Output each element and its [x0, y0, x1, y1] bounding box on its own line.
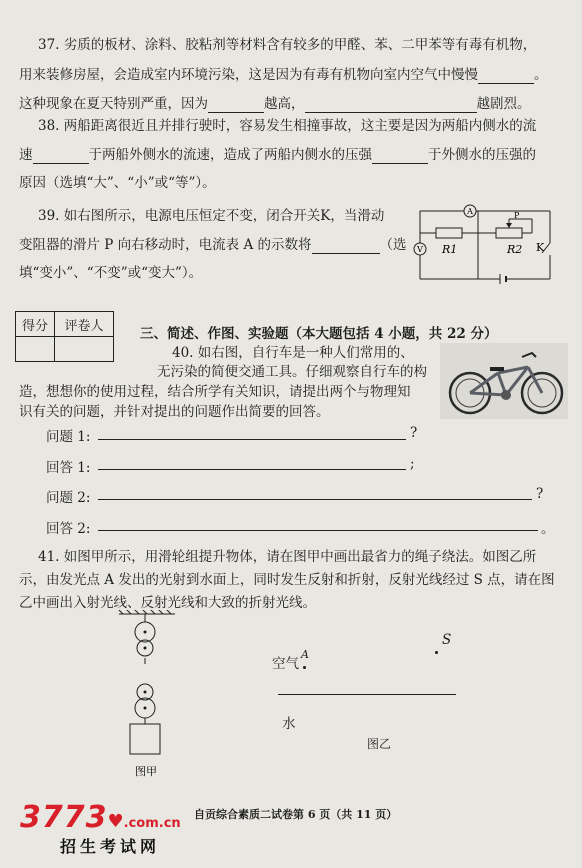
- svg-text:K: K: [536, 241, 545, 254]
- q41-line1: 41. 如图甲所示，用滑轮组提升物体，请在图甲中画出最省力的绳子绕法。如图乙所: [38, 549, 537, 565]
- question-2-field[interactable]: [98, 499, 532, 500]
- q40-line3: 造，想想你的使用过程，结合所学有关知识，请提出两个与物理知: [19, 384, 411, 400]
- answer-2-field[interactable]: [98, 530, 538, 531]
- answer-blank[interactable]: [372, 149, 428, 164]
- section-heading: 三、简述、作图、实验题（本大题包括 4 小题，共 22 分）: [140, 326, 498, 342]
- air-label: 空气: [272, 656, 299, 672]
- point-a-dot: [303, 666, 306, 669]
- svg-text:V: V: [417, 245, 423, 254]
- q38-line1: 38. 两船距离很近且并排行驶时，容易发生相撞事故，这主要是因为两船内侧水的流: [38, 118, 537, 134]
- svg-text:P: P: [514, 211, 520, 220]
- answer-blank[interactable]: [312, 239, 380, 254]
- svg-text:A: A: [467, 207, 473, 216]
- answer-blank[interactable]: [208, 98, 264, 113]
- q37-line1: 37. 劣质的板材、涂料、胶粘剂等材料含有较多的甲醛、苯、二甲苯等有毒有机物，: [38, 37, 537, 53]
- q39-line3: 填“变小”、“不变”或“变大”）。: [19, 265, 203, 281]
- site-logo: 3773♥.com.cn 招生考试网: [20, 800, 181, 856]
- q41-line3: 乙中画出入射光线、反射光线和大致的折射光线。: [19, 595, 316, 611]
- answer-1-end: ;: [410, 456, 415, 472]
- answer-blank[interactable]: [478, 69, 534, 84]
- question-2-end: ?: [536, 486, 544, 502]
- q40-line1: 40. 如右图，自行车是一种人们常用的、: [172, 345, 414, 361]
- q38-line3: 原因（选填“大”、“小”或“等”）。: [19, 175, 216, 191]
- heart-icon: ♥: [107, 811, 124, 832]
- grader-cell[interactable]: [55, 337, 114, 362]
- pulley-diagram: [105, 610, 195, 780]
- question-2-label: 问题 2:: [46, 490, 91, 506]
- answer-1-field[interactable]: [98, 469, 406, 470]
- q37-line3: 这种现象在夏天特别严重，因为 越高， 越剧烈。: [19, 96, 531, 112]
- question-1-end: ?: [410, 425, 418, 441]
- answer-blank[interactable]: [33, 149, 89, 164]
- water-label: 水: [282, 716, 296, 732]
- q40-line4: 识有关的问题，并针对提出的问题作出简要的回答。: [19, 404, 330, 420]
- answer-blank[interactable]: [305, 98, 477, 113]
- q38-line2: 速 于两船外侧水的流速，造成了两船内侧水的压强 于外侧水的压强的: [19, 147, 536, 163]
- point-a-label: A: [301, 648, 309, 661]
- q39-line1: 39. 如右图所示，电源电压恒定不变，闭合开关K，当滑动: [38, 208, 385, 224]
- figure-yi-caption: 图乙: [367, 737, 392, 751]
- figure-jia-caption: 图甲: [135, 765, 157, 778]
- bicycle-photo: [440, 343, 568, 419]
- score-table: [15, 311, 114, 362]
- question-1-field[interactable]: [98, 439, 406, 440]
- answer-1-label: 回答 1:: [46, 460, 91, 476]
- grader-header: 评卷人: [55, 312, 114, 337]
- svg-text:R2: R2: [507, 243, 523, 256]
- q40-line2: 无污染的简便交通工具。仔细观察自行车的构: [157, 364, 427, 380]
- circuit-diagram: [412, 201, 562, 287]
- question-1-label: 问题 1:: [46, 429, 91, 445]
- page-footer: 自贡综合素质二试卷第 6 页（共 11 页）: [194, 808, 398, 821]
- q41-line2: 示，由发光点 A 发出的光射到水面上，同时发生反射和折射，反射光线经过 S 点，请在图: [19, 572, 555, 588]
- q37-line2: 用来装修房屋，会造成室内环境污染，这是因为有毒有机物向室内空气中慢慢 。: [19, 67, 548, 83]
- svg-text:R1: R1: [442, 243, 458, 256]
- q39-line2: 变阻器的滑片 P 向右移动时，电流表 A 的示数将 （选: [19, 237, 407, 253]
- answer-2-end: 。: [541, 521, 555, 537]
- point-s-dot: [435, 651, 438, 654]
- site-logo-subtitle: 招生考试网: [60, 837, 161, 856]
- answer-2-label: 回答 2:: [46, 521, 91, 537]
- point-s-label: S: [442, 632, 452, 648]
- water-surface-line: [278, 694, 456, 695]
- score-cell[interactable]: [16, 337, 55, 362]
- score-header: 得分: [16, 312, 55, 337]
